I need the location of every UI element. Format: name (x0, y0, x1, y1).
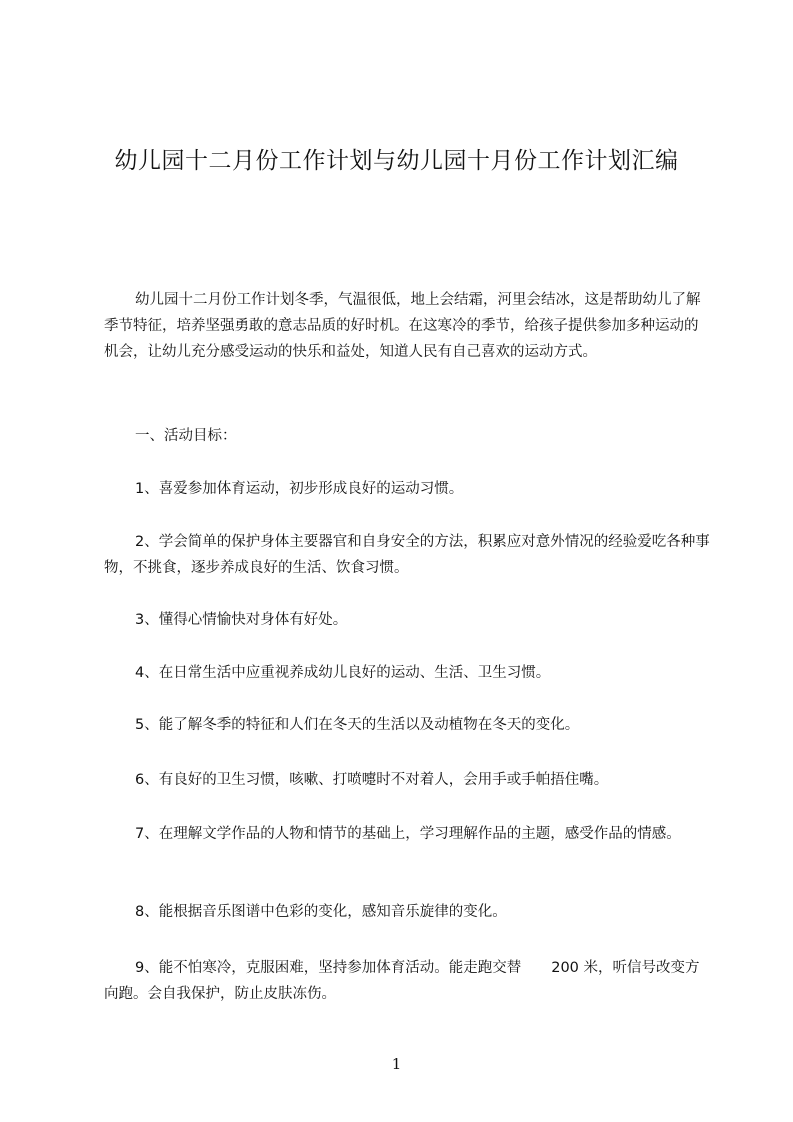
intro-paragraph: 幼儿园十二月份工作计划冬季，气温很低，地上会结霜，河里会结冰，这是帮助幼儿了解季节特征，培养坚强勇敢的意志品质的好时机。在这寒冷的季节，给孩子提供参加多种运动的机会，让幼儿充分感受运动的快乐和益处，知道人民有自己喜欢的运动方式。 (104, 292, 701, 360)
document-title: 幼儿园十二月份工作计划与幼儿园十月份工作计划汇编 (114, 148, 679, 174)
goal-item-2: 2、学会简单的保护身体主要器官和自身安全的方法，积累应对意外情况的经验爱吃各种事物，不挑食，逐步养成良好的生活、饮食习惯。 (104, 534, 710, 576)
goal-item-4: 4、在日常生活中应重视养成幼儿良好的运动、生活、卫生习惯。 (135, 665, 551, 681)
goal-item-9-part2: 200 米，听信号改变方向跑。会自我保护，防止皮肤冻伤。 (104, 960, 700, 1002)
goal-item-9-part1: 9、能不怕寒冷，克服困难，坚持参加体育活动。能走跑交替 (135, 960, 522, 976)
page-number: 1 (391, 1055, 402, 1073)
goal-item-3: 3、懂得心情愉快对身体有好处。 (135, 612, 348, 628)
goal-item-6: 6、有良好的卫生习惯，咳嗽、打喷嚏时不对着人，会用手或手帕捂住嘴。 (135, 772, 609, 788)
goal-item-9 (104, 955, 710, 1007)
goal-item-1: 1、喜爱参加体育运动，初步形成良好的运动习惯。 (135, 481, 464, 497)
goal-item-8: 8、能根据音乐图谱中色彩的变化，感知音乐旋律的变化。 (135, 904, 507, 920)
section-heading: 一、活动目标： (135, 428, 237, 444)
goal-item-5: 5、能了解冬季的特征和人们在冬天的生活以及动植物在冬天的变化。 (135, 717, 580, 733)
goal-item-7: 7、在理解文学作品的人物和情节的基础上，学习理解作品的主题，感受作品的情感。 (135, 826, 681, 842)
